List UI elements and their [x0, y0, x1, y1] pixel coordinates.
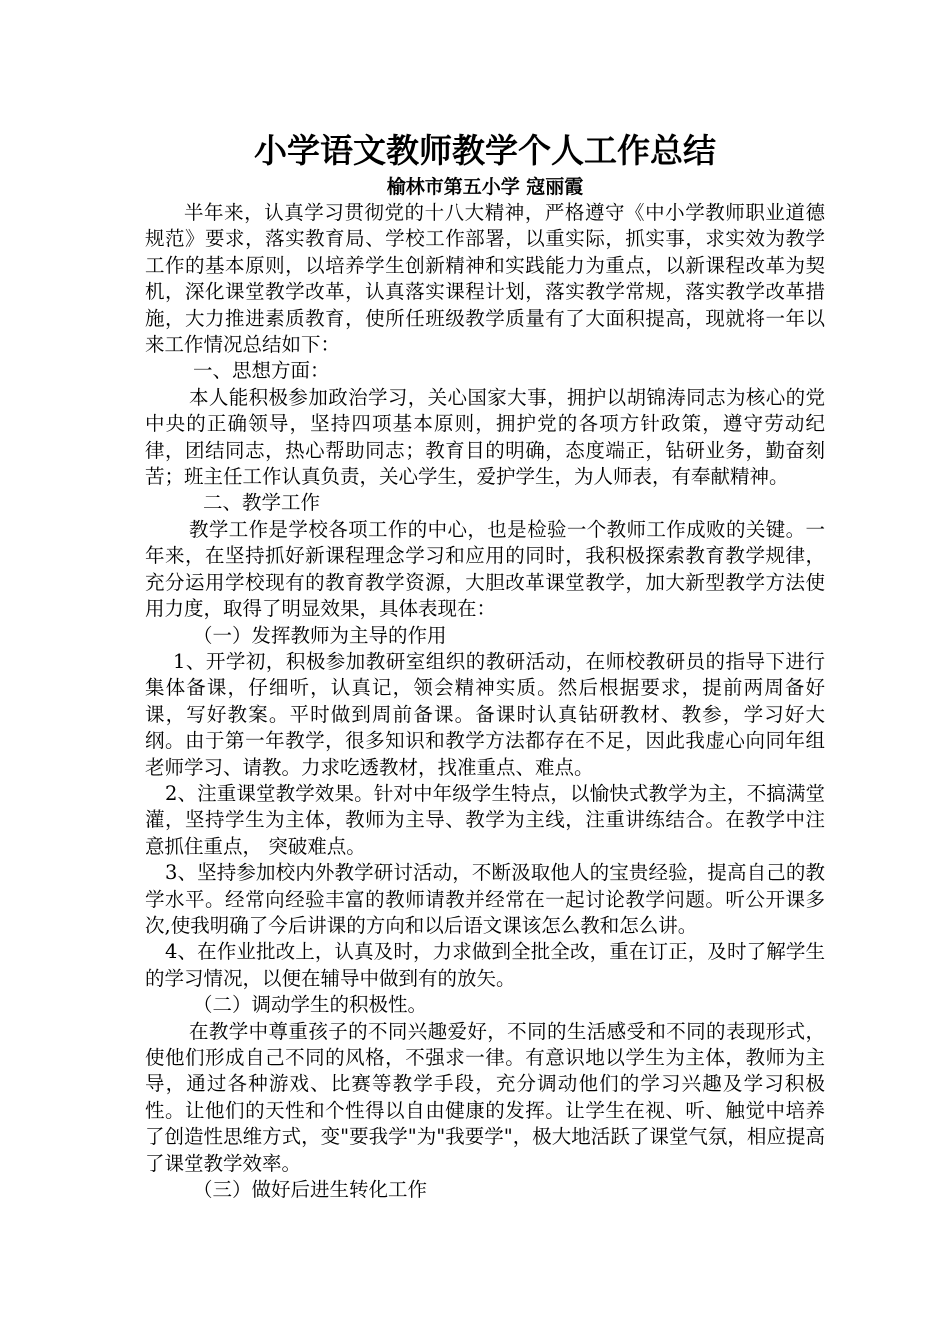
- document-page: [145, 128, 825, 1203]
- subsection3-heading: （三）做好后进生转化工作: [193, 1178, 428, 1202]
- section2-body: 教学工作是学校各项工作的中心，也是检验一个教师工作成败的关键。一年来，在坚持抓好新课程理念学习和应用的同时，我积极探索教育教学规律，充分运用学校现有的教育教学资源，大胆改革课堂教学，加大新型教学方法使用力度，取得了明显效果，具体表现在：: [145, 517, 825, 621]
- document-title: 小学语文教师教学个人工作总结: [254, 131, 716, 170]
- section2-heading: 二、教学工作: [203, 491, 321, 515]
- subsection2-body: 在教学中尊重孩子的不同兴趣爱好，不同的生活感受和不同的表现形式，使他们形成自己不同的风格，不强求一律。有意识地以学生为主体，教师为主导，通过各种游戏、比赛等教学手段，充分调动他们的学习兴趣及学习积极性。让他们的天性和个性得以自由健康的发挥。让学生在视、听、触觉中培养了创造性思维方式，变"要我学"为"我要学"，极大地活跃了课堂气氛，相应提高了课堂教学效率。: [145, 1019, 825, 1175]
- subsection1-heading: （一）发挥教师为主导的作用: [193, 623, 447, 647]
- author-line: 榆林市第五小学 寇丽霞: [386, 176, 584, 198]
- list-item-1: 1、开学初，积极参加教研室组织的教研活动，在师校教研员的指导下进行集体备课，仔细听，认真记，领会精神实质。然后根据要求，提前两周备好课，写好教案。平时做到周前备课。备课时认真钻研教材、教参，学习好大纲。由于第一年教学，很多知识和教学方法都存在不足，因此我虚心向同年组老师学习、请教。力求吃透教材，找准重点、难点。: [145, 649, 825, 779]
- list-item-4: 4、在作业批改上，认真及时，力求做到全批全改，重在订正，及时了解学生的学习情况，以便在辅导中做到有的放矢。: [145, 940, 825, 990]
- list-item-3: 3、坚持参加校内外教学研讨活动，不断汲取他人的宝贵经验，提高自己的教学水平。经常向经验丰富的教师请教并经常在一起讨论教学问题。听公开课多次,使我明确了今后讲课的方向和以后语文课该怎么教和怎么讲。: [145, 861, 825, 937]
- subsection2-heading: （二）调动学生的积极性。: [193, 993, 428, 1017]
- section1-body: 本人能积极参加政治学习，关心国家大事，拥护以胡锦涛同志为核心的党中央的正确领导，坚持四项基本原则，拥护党的各项方针政策，遵守劳动纪律，团结同志，热心帮助同志；教育目的明确，态度端正，钻研业务，勤奋刻苦；班主任工作认真负责，关心学生，爱护学生，为人师表，有奉献精神。: [145, 385, 825, 489]
- section1-heading: 一、思想方面：: [193, 359, 330, 383]
- list-item-2: 2、注重课堂教学效果。针对中年级学生特点，以愉快式教学为主，不搞满堂灌，坚持学生为主体，教师为主导、教学为主线，注重讲练结合。在教学中注意抓住重点， 突破难点。: [145, 781, 825, 858]
- intro-paragraph: 半年来，认真学习贯彻党的十八大精神，严格遵守《中小学教师职业道德规范》要求，落实教育局、学校工作部署，以重实际，抓实事，求实效为教学工作的基本原则，以培养学生创新精神和实践能力为重点，以新课程改革为契机，深化课堂教学改革，认真落实课程计划，落实教学常规，落实教学改革措施，大力推进素质教育，使所任班级教学质量有了大面积提高，现就将一年以来工作情况总结如下：: [145, 201, 825, 357]
